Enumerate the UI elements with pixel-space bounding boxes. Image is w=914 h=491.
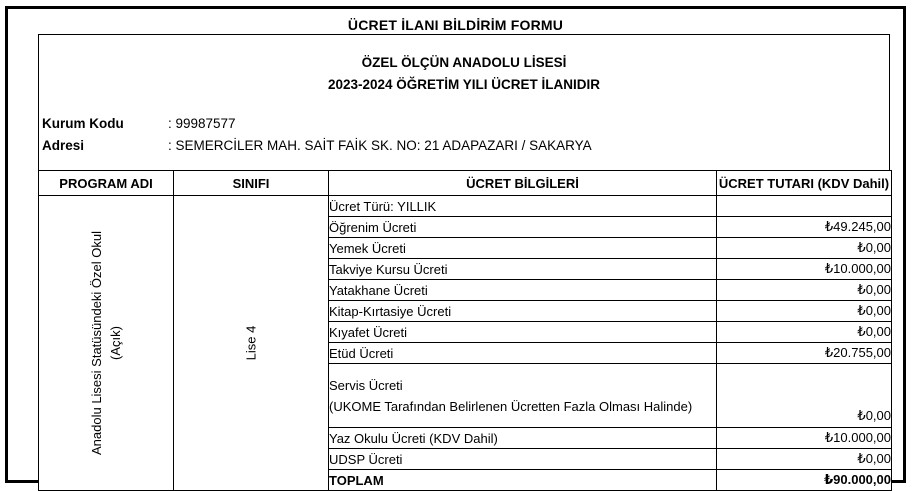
school-header xyxy=(39,52,889,96)
fee-row-ucret-turu xyxy=(39,196,892,217)
servis-label-line2: (UKOME Tarafından Belirlenen Ücretten Fazla Olması Halinde) xyxy=(329,398,693,414)
program-name-cell xyxy=(39,196,174,491)
fee-table xyxy=(38,170,892,491)
school-name: ÖZEL ÖLÇÜN ANADOLU LİSESİ xyxy=(361,55,567,70)
fee-label: Öğrenim Ücreti xyxy=(329,217,717,238)
fee-value: ₺0,00 xyxy=(717,238,892,259)
fee-label: UDSP Ücreti xyxy=(329,449,717,470)
fee-value: ₺20.755,00 xyxy=(717,343,892,364)
fee-label: Yatakhane Ücreti xyxy=(329,280,717,301)
column-header-program-adi: PROGRAM ADI xyxy=(39,171,174,196)
fee-value: ₺0,00 xyxy=(717,301,892,322)
fee-label: Kitap-Kırtasiye Ücreti xyxy=(329,301,717,322)
kurum-kodu-value: : 99987577 xyxy=(168,116,236,131)
fee-value: ₺0,00 xyxy=(717,364,892,428)
adresi-label: Adresi xyxy=(42,138,85,153)
program-name-line1: Anadolu Lisesi Statüsündeki Özel Okul xyxy=(89,230,104,456)
fee-value: ₺49.245,00 xyxy=(717,217,892,238)
kurum-kodu-row xyxy=(42,113,886,135)
form-outer-frame xyxy=(5,6,906,488)
form-title: ÜCRET İLANI BİLDİRİM FORMU xyxy=(347,17,564,33)
fee-label xyxy=(329,364,717,428)
servis-label-line1: Servis Ücreti xyxy=(329,377,403,393)
fee-label: Kıyafet Ücreti xyxy=(329,322,717,343)
program-name-line2: (Açık) xyxy=(108,326,123,360)
fee-label: Takviye Kursu Ücreti xyxy=(329,259,717,280)
fee-label: Yaz Okulu Ücreti (KDV Dahil) xyxy=(329,428,717,449)
total-label: TOPLAM xyxy=(329,470,717,491)
institution-info xyxy=(42,113,886,157)
sinifi-cell xyxy=(174,196,329,491)
form-subtitle: 2023-2024 ÖĞRETİM YILI ÜCRET İLANIDIR xyxy=(327,77,601,92)
fee-value: ₺0,00 xyxy=(717,322,892,343)
kurum-kodu-label: Kurum Kodu xyxy=(42,116,124,131)
fee-value xyxy=(717,196,892,217)
fee-value: ₺0,00 xyxy=(717,280,892,301)
total-value: ₺90.000,00 xyxy=(717,470,892,491)
fee-label: Ücret Türü: YILLIK xyxy=(329,196,717,217)
adresi-row xyxy=(42,135,886,157)
column-header-ucret-tutari: ÜCRET TUTARI (KDV Dahil) xyxy=(717,171,892,196)
fee-label: Yemek Ücreti xyxy=(329,238,717,259)
adresi-value: : SEMERCİLER MAH. SAİT FAİK SK. NO: 21 ADAPAZARI / SAKARYA xyxy=(168,138,592,153)
fee-value: ₺0,00 xyxy=(717,449,892,470)
column-header-ucret-bilgileri: ÜCRET BİLGİLERİ xyxy=(329,171,717,196)
fee-label: Etüd Ücreti xyxy=(329,343,717,364)
fee-value: ₺10.000,00 xyxy=(717,428,892,449)
program-name-vertical-text xyxy=(87,231,125,455)
sinif-vertical-text: Lise 4 xyxy=(243,325,259,361)
fee-table-header-row xyxy=(39,171,892,196)
fee-value: ₺10.000,00 xyxy=(717,259,892,280)
column-header-sinifi: SINIFI xyxy=(174,171,329,196)
